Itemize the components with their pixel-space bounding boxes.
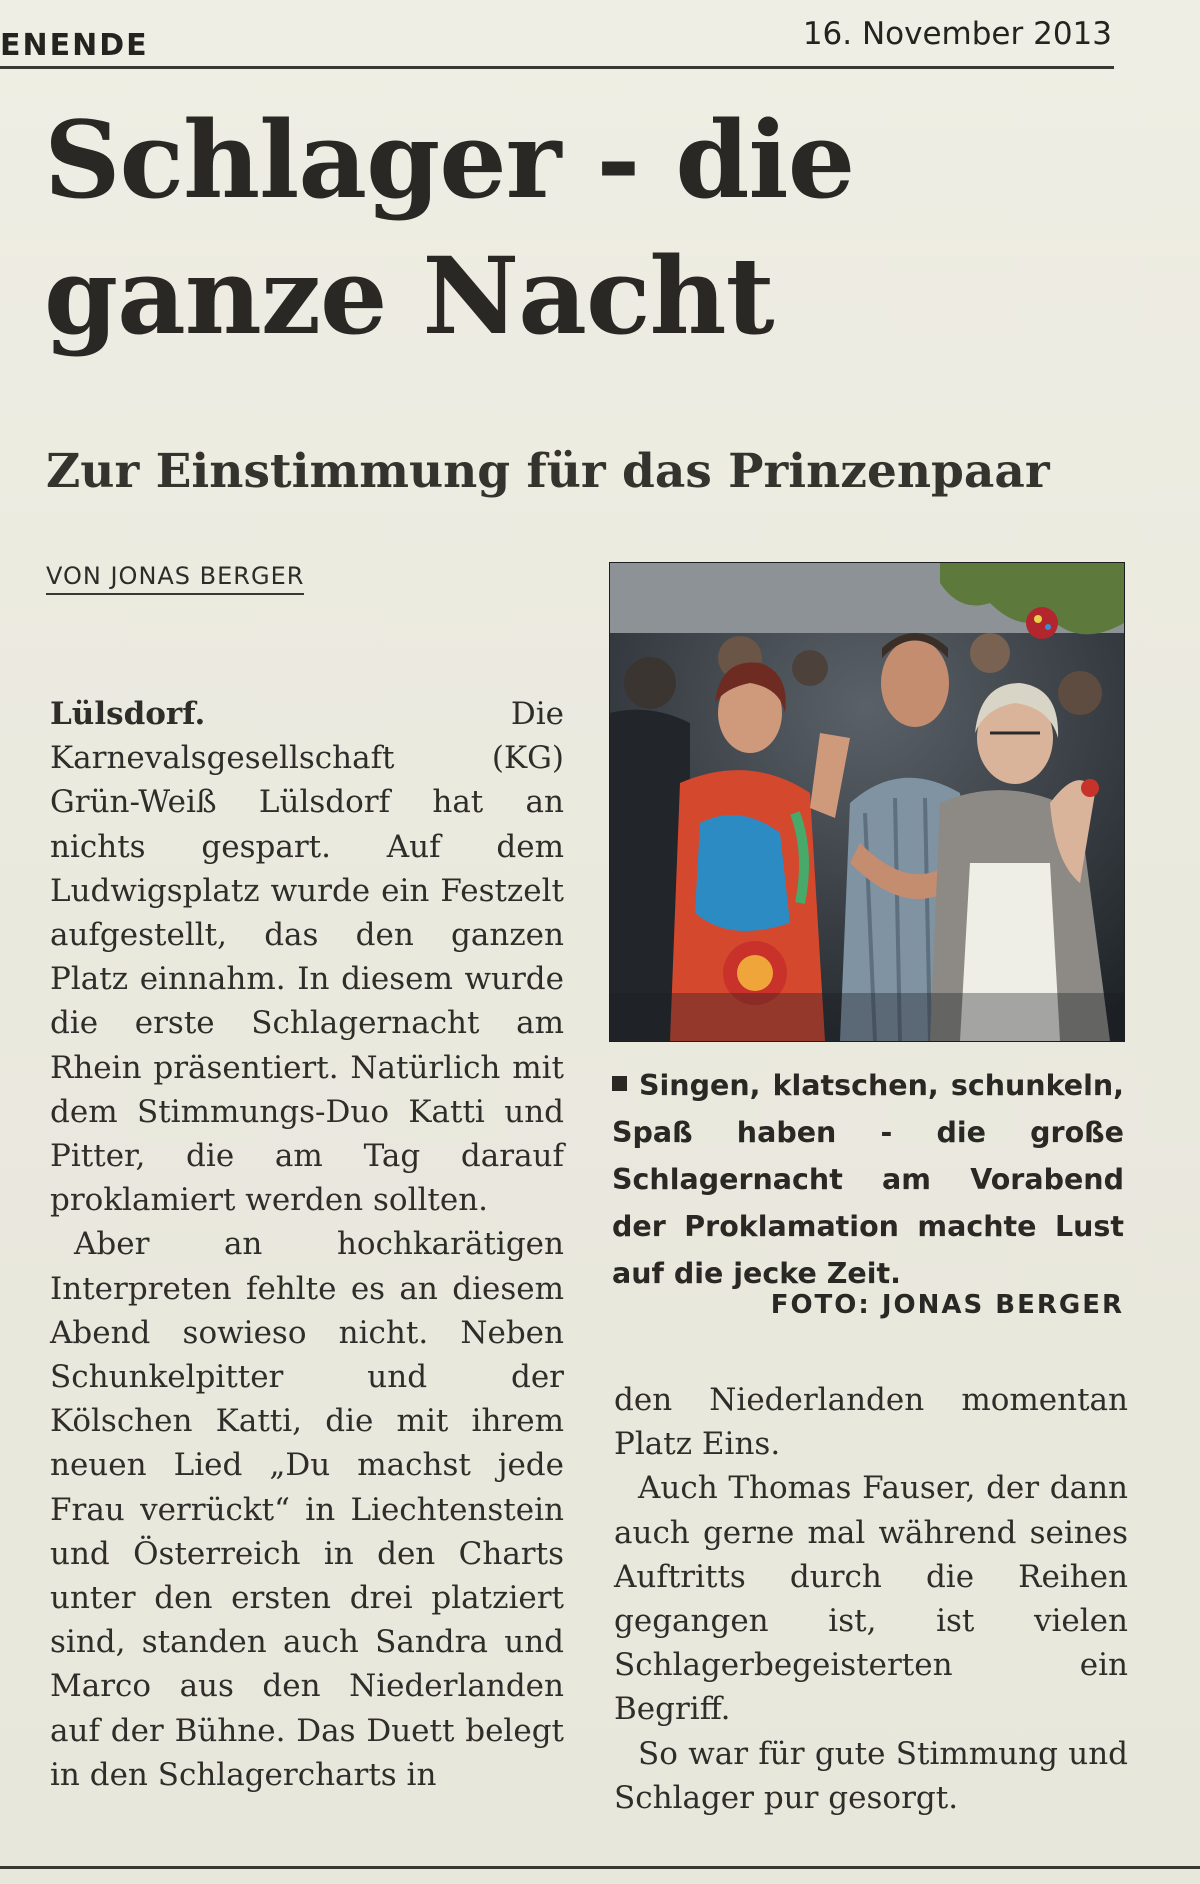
photo-credit: FOTO: JONAS BERGER xyxy=(770,1290,1124,1320)
section-label: ENENDE xyxy=(0,28,149,63)
paragraph-1 xyxy=(50,692,564,1222)
subheadline: Zur Einstimmung für das Prinzenpaar xyxy=(46,444,1050,499)
byline: VON JONAS BERGER xyxy=(46,562,304,595)
paragraph-4: So war für gute Stimmung und Schlager pur gesorgt. xyxy=(614,1735,1128,1816)
paragraph-2-continued: den Niederlanden momentan Platz Eins. xyxy=(614,1382,1128,1463)
issue-date: 16. November 2013 xyxy=(802,16,1112,52)
paragraph-3: Auch Thomas Fauser, der dann auch gerne mal während seines Auftritts durch die Reihen gegangen ist, ist vielen Schlagerbegeisterten ein Begriff. xyxy=(614,1470,1128,1728)
headline-line-2: ganze Nacht xyxy=(44,233,774,358)
paragraph-2: Aber an hochkarätigen Interpreten fehlte es an diesem Abend sowieso nicht. Neben Schunkelpitter und der Kölschen Katti, die mit ihrem neuen Lied „Du machst jede Frau verrückt“ in Liechtenstein und Österreich in den Charts unter den ersten drei platziert sind, standen auch Sandra und Marco aus den Niederlanden auf der Bühne. Das Duett belegt in den Schlagercharts in xyxy=(50,1226,564,1793)
paragraph-1-text: Die Karnevalsgesellschaft (KG) Grün-Weiß Lülsdorf hat an nichts gespart. Auf dem Ludwigsplatz wurde ein Festzelt aufgestellt, das den ganzen Platz einnahm. In diesem wurde die erste Schlagernacht am Rhein präsentiert. Natürlich mit dem Stimmungs-Duo Katti und Pitter, die am Tag darauf proklamiert werden sollten. xyxy=(50,696,564,1219)
photo-caption xyxy=(612,1062,1124,1297)
article-column-1 xyxy=(50,692,564,1797)
footer-rule xyxy=(0,1866,1200,1869)
photo-caption-text: Singen, klatschen, schunkeln, Spaß haben - die große Schlagernacht am Vorabend der Proklamation machte Lust auf die jecke Zeit. xyxy=(612,1069,1124,1290)
header-rule xyxy=(0,66,1114,69)
dateline: Lülsdorf. xyxy=(50,696,206,732)
headline-line-1: Schlager - die xyxy=(44,97,855,222)
article-column-2 xyxy=(614,1378,1128,1820)
crowd-photo-illustration xyxy=(610,563,1124,1041)
event-photo xyxy=(609,562,1125,1042)
square-bullet-icon xyxy=(612,1076,627,1091)
headline xyxy=(44,92,1124,364)
